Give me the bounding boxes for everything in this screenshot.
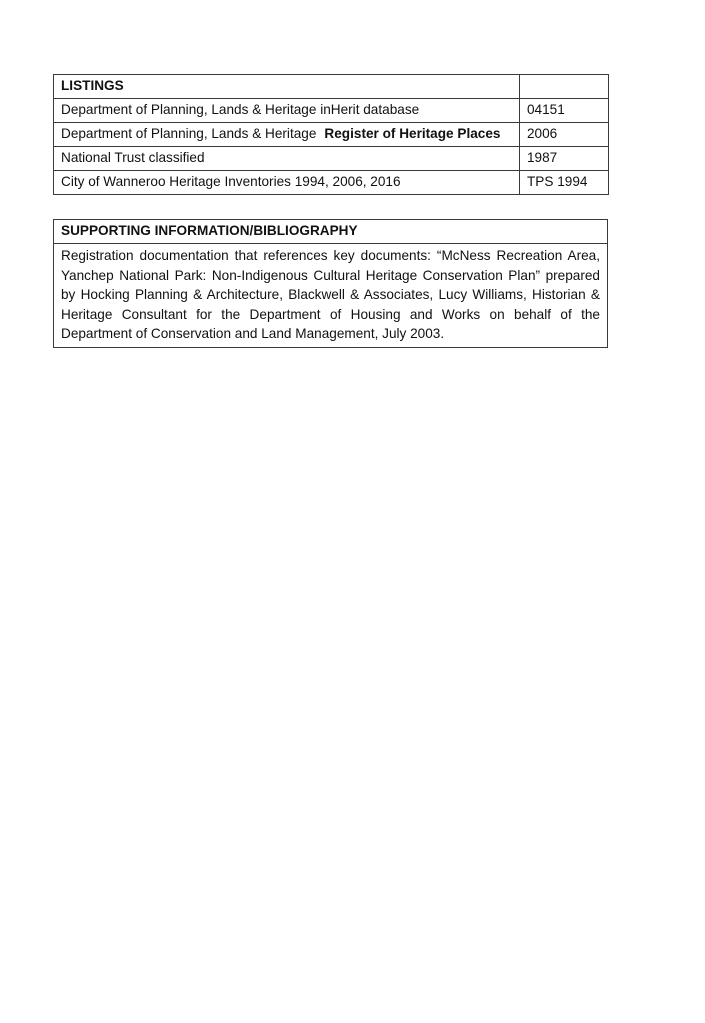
listing-value: 1987 <box>520 147 609 171</box>
table-row <box>54 99 609 123</box>
listing-label: Department of Planning, Lands & Heritage <box>61 126 317 142</box>
listing-label-cell <box>54 123 520 147</box>
listing-value: 2006 <box>520 123 609 147</box>
listing-label: Department of Planning, Lands & Heritage inHerit database <box>54 99 520 123</box>
listing-label-bold: Register of Heritage Places <box>324 126 501 142</box>
listing-label: National Trust classified <box>54 147 520 171</box>
table-row <box>54 171 609 195</box>
listings-table <box>53 74 609 195</box>
listings-heading: LISTINGS <box>54 75 520 99</box>
supporting-header-row <box>54 220 608 244</box>
listing-value: 04151 <box>520 99 609 123</box>
listing-label: City of Wanneroo Heritage Inventories 1994, 2006, 2016 <box>54 171 520 195</box>
supporting-info-table <box>53 219 608 348</box>
table-row <box>54 147 609 171</box>
table-row <box>54 123 609 147</box>
listings-header-row <box>54 75 609 99</box>
supporting-heading: SUPPORTING INFORMATION/BIBLIOGRAPHY <box>54 220 608 244</box>
listings-heading-empty-cell <box>520 75 609 99</box>
listing-value: TPS 1994 <box>520 171 609 195</box>
supporting-body-row <box>54 244 608 348</box>
supporting-text: Registration documentation that references key documents: “McNess Recreation Area, Yanchep National Park: Non-Indigenous Cultural Heritage Conservation Plan” prepared by Hocking Planning & Architecture, Blackwell & Associates, Lucy Williams, Historian & Heritage Consultant for the Department of Housing and Works on behalf of the Department of Conservation and Land Management, July 2003. <box>54 244 608 348</box>
